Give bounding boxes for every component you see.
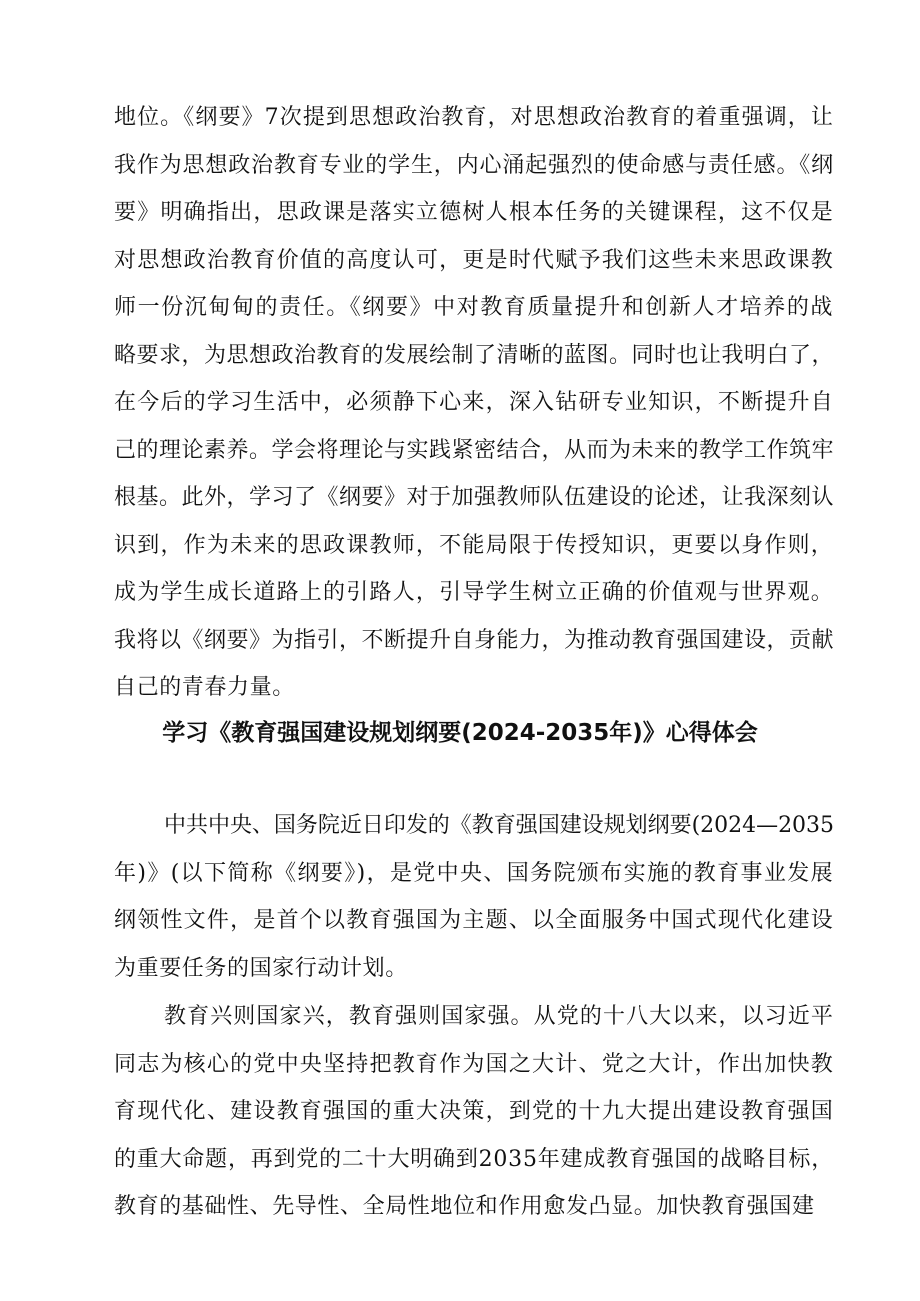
text-line: 略要求，为思想政治教育的发展绘制了清晰的蓝图。同时也让我明白了， [114,342,834,368]
text-line: 地位。《纲要》7次提到思想政治教育，对思想政治教育的着重强调，让 [114,105,834,130]
text-line: 为重要任务的国家行动计划。 [114,955,408,981]
text-line: 我作为思想政治教育专业的学生，内心涌起强烈的使命感与责任感。《纲 [114,152,834,178]
text-line: 要》明确指出，思政课是落实立德树人根本任务的关键课程，这不仅是 [114,200,834,225]
text-line: 根基。此外，学习了《纲要》对于加强教师队伍建设的论述，让我深刻认 [114,485,834,510]
paragraph-1 [114,802,834,992]
text-line: 对思想政治教育价值的高度认可，更是时代赋予我们这些未来思政课教 [114,247,834,273]
text-line: 师一份沉甸甸的责任。《纲要》中对教育质量提升和创新人才培养的战 [114,295,834,320]
text-line: 纲领性文件，是首个以教育强国为主题、以全面服务中国式现代化建设 [114,908,834,933]
text-line: 中共中央、国务院近日印发的《教育强国建设规划纲要(2024—2035 [164,813,834,838]
text-line: 年)》(以下简称《纲要》)，是党中央、国务院颁布实施的教育事业发展 [114,860,834,886]
continuation-paragraph [114,94,834,712]
paragraph-2 [114,993,834,1231]
text-line: 己的理论素养。学会将理论与实践紧密结合，从而为未来的教学工作筑牢 [114,437,834,463]
text-line: 我将以《纲要》为指引，不断提升自身能力，为推动教育强国建设，贡献 [114,627,834,653]
text-line: 的重大命题，再到党的二十大明确到2035年建成教育强国的战略目标， [114,1146,834,1172]
text-line: 在今后的学习生活中，必须静下心来，深入钻研专业知识，不断提升自 [114,390,834,415]
text-line: 成为学生成长道路上的引路人，引导学生树立正确的价值观与世界观。 [114,580,834,605]
text-line: 教育的基础性、先导性、全局性地位和作用愈发凸显。加快教育强国建 [114,1194,815,1219]
text-line: 同志为核心的党中央坚持把教育作为国之大计、党之大计，作出加快教 [114,1051,834,1077]
text-line: 教育兴则国家兴，教育强则国家强。从党的十八大以来，以习近平 [164,1004,834,1029]
text-line: 育现代化、建设教育强国的重大决策，到党的十九大提出建设教育强国 [114,1099,834,1124]
section-title: 学习《教育强国建设规划纲要(2024-2035年)》心得体会 [162,720,758,746]
text-line: 自己的青春力量。 [114,675,295,700]
text-line: 识到，作为未来的思政课教师，不能局限于传授知识，更要以身作则， [114,532,834,558]
